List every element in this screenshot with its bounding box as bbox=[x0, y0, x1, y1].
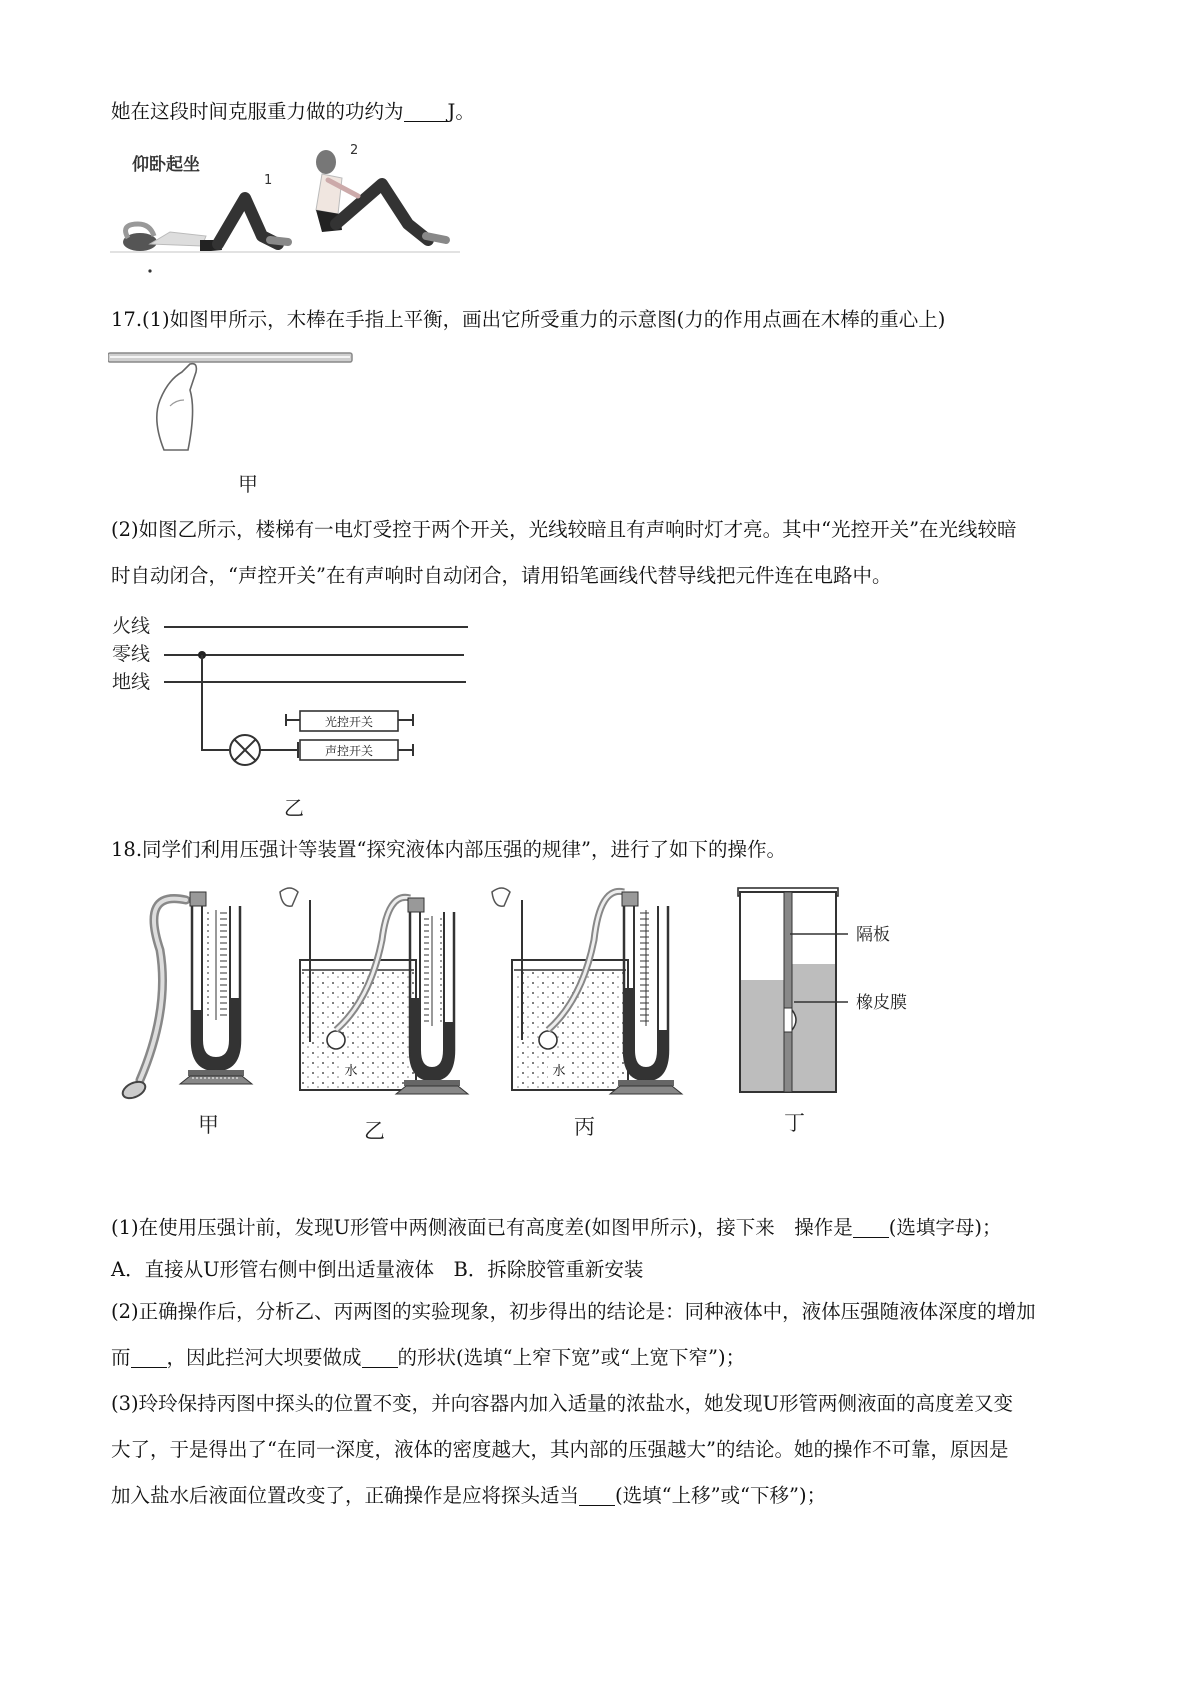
q18-p3-line3: 加入盐水后液面位置改变了，正确操作是应将探头适当 (选填“上移”或“下移”)； bbox=[111, 1484, 827, 1507]
fig-label-bing: 丙 bbox=[574, 1115, 595, 1139]
q18-p3-line1: (3)玲玲保持丙图中探头的位置不变，并向容器内加入适量的浓盐水，她发现U形管两侧液面的高度差又变 bbox=[111, 1392, 1014, 1415]
fig-label-yi: 乙 bbox=[364, 1119, 385, 1143]
q18-p1: (1)在使用压强计前，发现U形管中两侧液面已有高度差(如图甲所示)，接下来 操作是 (选填字母)； bbox=[111, 1216, 1002, 1239]
answer-blank[interactable] bbox=[853, 1215, 889, 1238]
q17-part1: 17.(1)如图甲所示，木棒在手指上平衡，画出它所受重力的示意图(力的作用点画在木棒的重心上) bbox=[111, 308, 946, 331]
membrane-label: 橡皮膜 bbox=[856, 993, 907, 1013]
hand bbox=[157, 364, 197, 450]
gauge-bing bbox=[492, 888, 682, 1094]
svg-text:2: 2 bbox=[350, 143, 359, 158]
person-situp bbox=[316, 143, 446, 240]
stick-figure bbox=[108, 350, 358, 455]
answer-blank[interactable] bbox=[579, 1483, 615, 1506]
q18-options: A．直接从U形管右侧中倒出适量液体 B．拆除胶管重新安装 bbox=[111, 1258, 644, 1281]
water-label-bing: 水 bbox=[552, 1064, 566, 1079]
lamp-icon bbox=[230, 735, 260, 765]
situp-figure bbox=[110, 140, 485, 300]
pressure-gauge-figures bbox=[120, 880, 1040, 1145]
answer-blank[interactable] bbox=[362, 1345, 398, 1368]
svg-text:1: 1 bbox=[264, 173, 273, 188]
q18-p2-line1: (2)正确操作后，分析乙、丙两图的实验现象，初步得出的结论是：同种液体中，液体压强随液体深度的增加 bbox=[111, 1300, 1036, 1323]
water-label-yi: 水 bbox=[344, 1064, 358, 1079]
fig-label-jia: 甲 bbox=[198, 1113, 219, 1137]
live-wire-label: 火线 bbox=[112, 615, 151, 637]
neutral-wire-label: 零线 bbox=[112, 643, 151, 665]
q17-part2-line1: (2)如图乙所示，楼梯有一电灯受控于两个开关，光线较暗且有声响时灯才亮。其中“光控开关”在光线较暗 bbox=[111, 518, 1017, 541]
gauge-yi bbox=[280, 888, 468, 1094]
person-lying bbox=[123, 173, 288, 252]
q18-p2-line2: 而 ，因此拦河大坝要做成 的形状(选填“上窄下宽”或“上宽下窄”)； bbox=[111, 1346, 746, 1369]
q18-p3-line2: 大了，于是得出了“在同一深度，液体的密度越大，其内部的压强越大”的结论。她的操作不可靠，原因是 bbox=[111, 1438, 1009, 1461]
answer-blank[interactable] bbox=[404, 99, 448, 122]
answer-blank[interactable] bbox=[131, 1345, 167, 1368]
q18-intro: 18.同学们利用压强计等装置“探究液体内部压强的规律”，进行了如下的操作。 bbox=[111, 838, 786, 861]
fig-yi-label: 乙 bbox=[284, 796, 304, 820]
partition-label: 隔板 bbox=[856, 925, 890, 945]
fig-jia-label: 甲 bbox=[238, 472, 258, 496]
light-switch-label: 光控开关 bbox=[324, 715, 374, 729]
gauge-jia bbox=[120, 892, 252, 1101]
sound-switch-label: 声控开关 bbox=[324, 744, 374, 758]
ground-wire-label: 地线 bbox=[112, 671, 151, 693]
circuit-figure bbox=[108, 606, 478, 811]
situp-title: 仰卧起坐 bbox=[132, 155, 200, 175]
q16-line: 她在这段时间克服重力做的功约为 J。 bbox=[111, 100, 475, 123]
fig-label-ding: 丁 bbox=[784, 1111, 805, 1135]
container-ding bbox=[738, 888, 907, 1092]
q17-part2-line2: 时自动闭合，“声控开关”在有声响时自动闭合，请用铅笔画线代替导线把元件连在电路中。 bbox=[111, 564, 892, 587]
